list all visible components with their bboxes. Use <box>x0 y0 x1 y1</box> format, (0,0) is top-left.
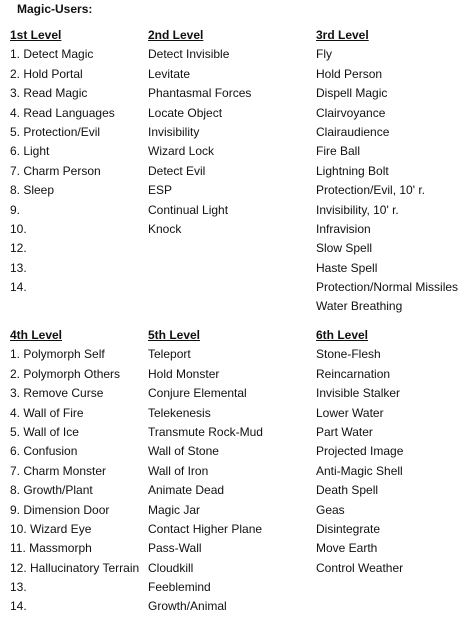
spell-entry: Detect Evil <box>148 163 206 178</box>
spell-entry: Water Breathing <box>316 299 403 314</box>
spell-entry: Infravision <box>316 221 371 236</box>
level-heading: 2nd Level <box>148 28 204 42</box>
spell-entry: Phantasmal Forces <box>148 86 252 101</box>
spell-entry: Locate Object <box>148 105 223 120</box>
spell-entry: Continual Light <box>148 202 229 217</box>
spell-entry: 13. <box>10 260 27 275</box>
level-heading: 6th Level <box>316 328 369 342</box>
spell-entry: 8. Growth/Plant <box>10 483 93 498</box>
spell-entry: Cloudkill <box>148 560 194 575</box>
spell-entry: Fly <box>316 47 332 62</box>
spell-entry: Part Water <box>316 424 373 439</box>
spell-entry: 1. Polymorph Self <box>10 347 105 362</box>
spell-entry: Stone-Flesh <box>316 347 381 362</box>
spell-entry: Lightning Bolt <box>316 163 389 178</box>
spell-entry: Conjure Elemental <box>148 386 247 401</box>
spell-entry: 3. Read Magic <box>10 86 88 101</box>
spell-entry: Control Weather <box>316 560 404 575</box>
spell-entry: 11. Massmorph <box>10 541 92 556</box>
spell-entry: Wall of Iron <box>148 463 209 478</box>
spell-entry: Hold Person <box>316 66 383 81</box>
spell-entry: Invisibility, 10' r. <box>316 202 399 217</box>
spell-entry: 14. <box>10 599 27 614</box>
spell-entry: Haste Spell <box>316 260 378 275</box>
spell-entry: 9. <box>10 202 21 217</box>
spell-entry: Protection/Evil, 10' r. <box>316 183 426 198</box>
spell-entry: Reincarnation <box>316 366 391 381</box>
spell-entry: 12. Hallucinatory Terrain <box>10 560 140 575</box>
spell-entry: Wizard Lock <box>148 144 215 159</box>
spell-entry: Invisibility <box>148 124 200 139</box>
spell-entry: Lower Water <box>316 405 384 420</box>
spell-entry: Death Spell <box>316 483 379 498</box>
spell-entry: Growth/Animal <box>148 599 227 614</box>
page-title: Magic-Users: <box>17 2 93 16</box>
spell-entry: Telekenesis <box>148 405 211 420</box>
spell-entry: Feeblemind <box>148 580 211 595</box>
level-heading: 5th Level <box>148 328 201 342</box>
spell-entry: 6. Light <box>10 144 50 159</box>
spell-entry: Clairaudience <box>316 124 390 139</box>
spell-entry: 2. Hold Portal <box>10 66 83 81</box>
spell-entry: Fire Ball <box>316 144 361 159</box>
spell-entry: 5. Protection/Evil <box>10 124 101 139</box>
spell-entry: Disintegrate <box>316 521 381 536</box>
spell-entry: 12. <box>10 241 27 256</box>
spell-entry: 5. Wall of Ice <box>10 424 79 439</box>
spell-entry: 7. Charm Person <box>10 163 101 178</box>
level-column <box>148 26 308 297</box>
spell-entry: 1. Detect Magic <box>10 47 94 62</box>
spell-entry: Animate Dead <box>148 483 225 498</box>
spell-entry: Protection/Normal Missiles <box>316 280 459 295</box>
spell-entry: Projected Image <box>316 444 404 459</box>
spell-entry: 9. Dimension Door <box>10 502 110 517</box>
spell-entry: Dispell Magic <box>316 86 388 101</box>
spell-entry: Slow Spell <box>316 241 373 256</box>
level-heading: 3rd Level <box>316 28 369 42</box>
spell-entry: 3. Remove Curse <box>10 386 104 401</box>
spell-entry: ESP <box>148 183 173 198</box>
spell-entry: Levitate <box>148 66 191 81</box>
spell-entry <box>148 278 308 297</box>
level-column <box>148 326 308 617</box>
spell-entry: Magic Jar <box>148 502 201 517</box>
level-heading: 1st Level <box>10 28 62 42</box>
spell-entry <box>148 259 308 278</box>
spell-entry: Pass-Wall <box>148 541 202 556</box>
level-column <box>316 326 474 578</box>
spell-entry: Move Earth <box>316 541 378 556</box>
spell-entry: 10. Wizard Eye <box>10 521 92 536</box>
level-column <box>316 26 474 317</box>
spell-entry: 8. Sleep <box>10 183 55 198</box>
spell-entry: Teleport <box>148 347 191 362</box>
spell-entry: 4. Wall of Fire <box>10 405 84 420</box>
level-heading: 4th Level <box>10 328 63 342</box>
spell-entry: Geas <box>316 502 345 517</box>
spell-entry: 14. <box>10 280 27 295</box>
spell-entry: Anti-Magic Shell <box>316 463 403 478</box>
spell-entry: Knock <box>148 221 182 236</box>
spell-entry <box>148 239 308 258</box>
spell-entry: Invisible Stalker <box>316 386 401 401</box>
spell-entry: 10. <box>10 221 27 236</box>
spell-entry: Wall of Stone <box>148 444 219 459</box>
spell-entry: Clairvoyance <box>316 105 386 120</box>
spell-entry: Contact Higher Plane <box>148 521 263 536</box>
spell-entry: 6. Confusion <box>10 444 78 459</box>
spell-entry: Transmute Rock-Mud <box>148 424 263 439</box>
spell-entry: 2. Polymorph Others <box>10 366 121 381</box>
spell-entry: 13. <box>10 580 27 595</box>
spell-entry: 4. Read Languages <box>10 105 115 120</box>
spell-entry: 7. Charm Monster <box>10 463 107 478</box>
spell-entry: Hold Monster <box>148 366 220 381</box>
level-column <box>10 326 145 617</box>
spell-entry: Detect Invisible <box>148 47 230 62</box>
level-column <box>10 26 145 297</box>
